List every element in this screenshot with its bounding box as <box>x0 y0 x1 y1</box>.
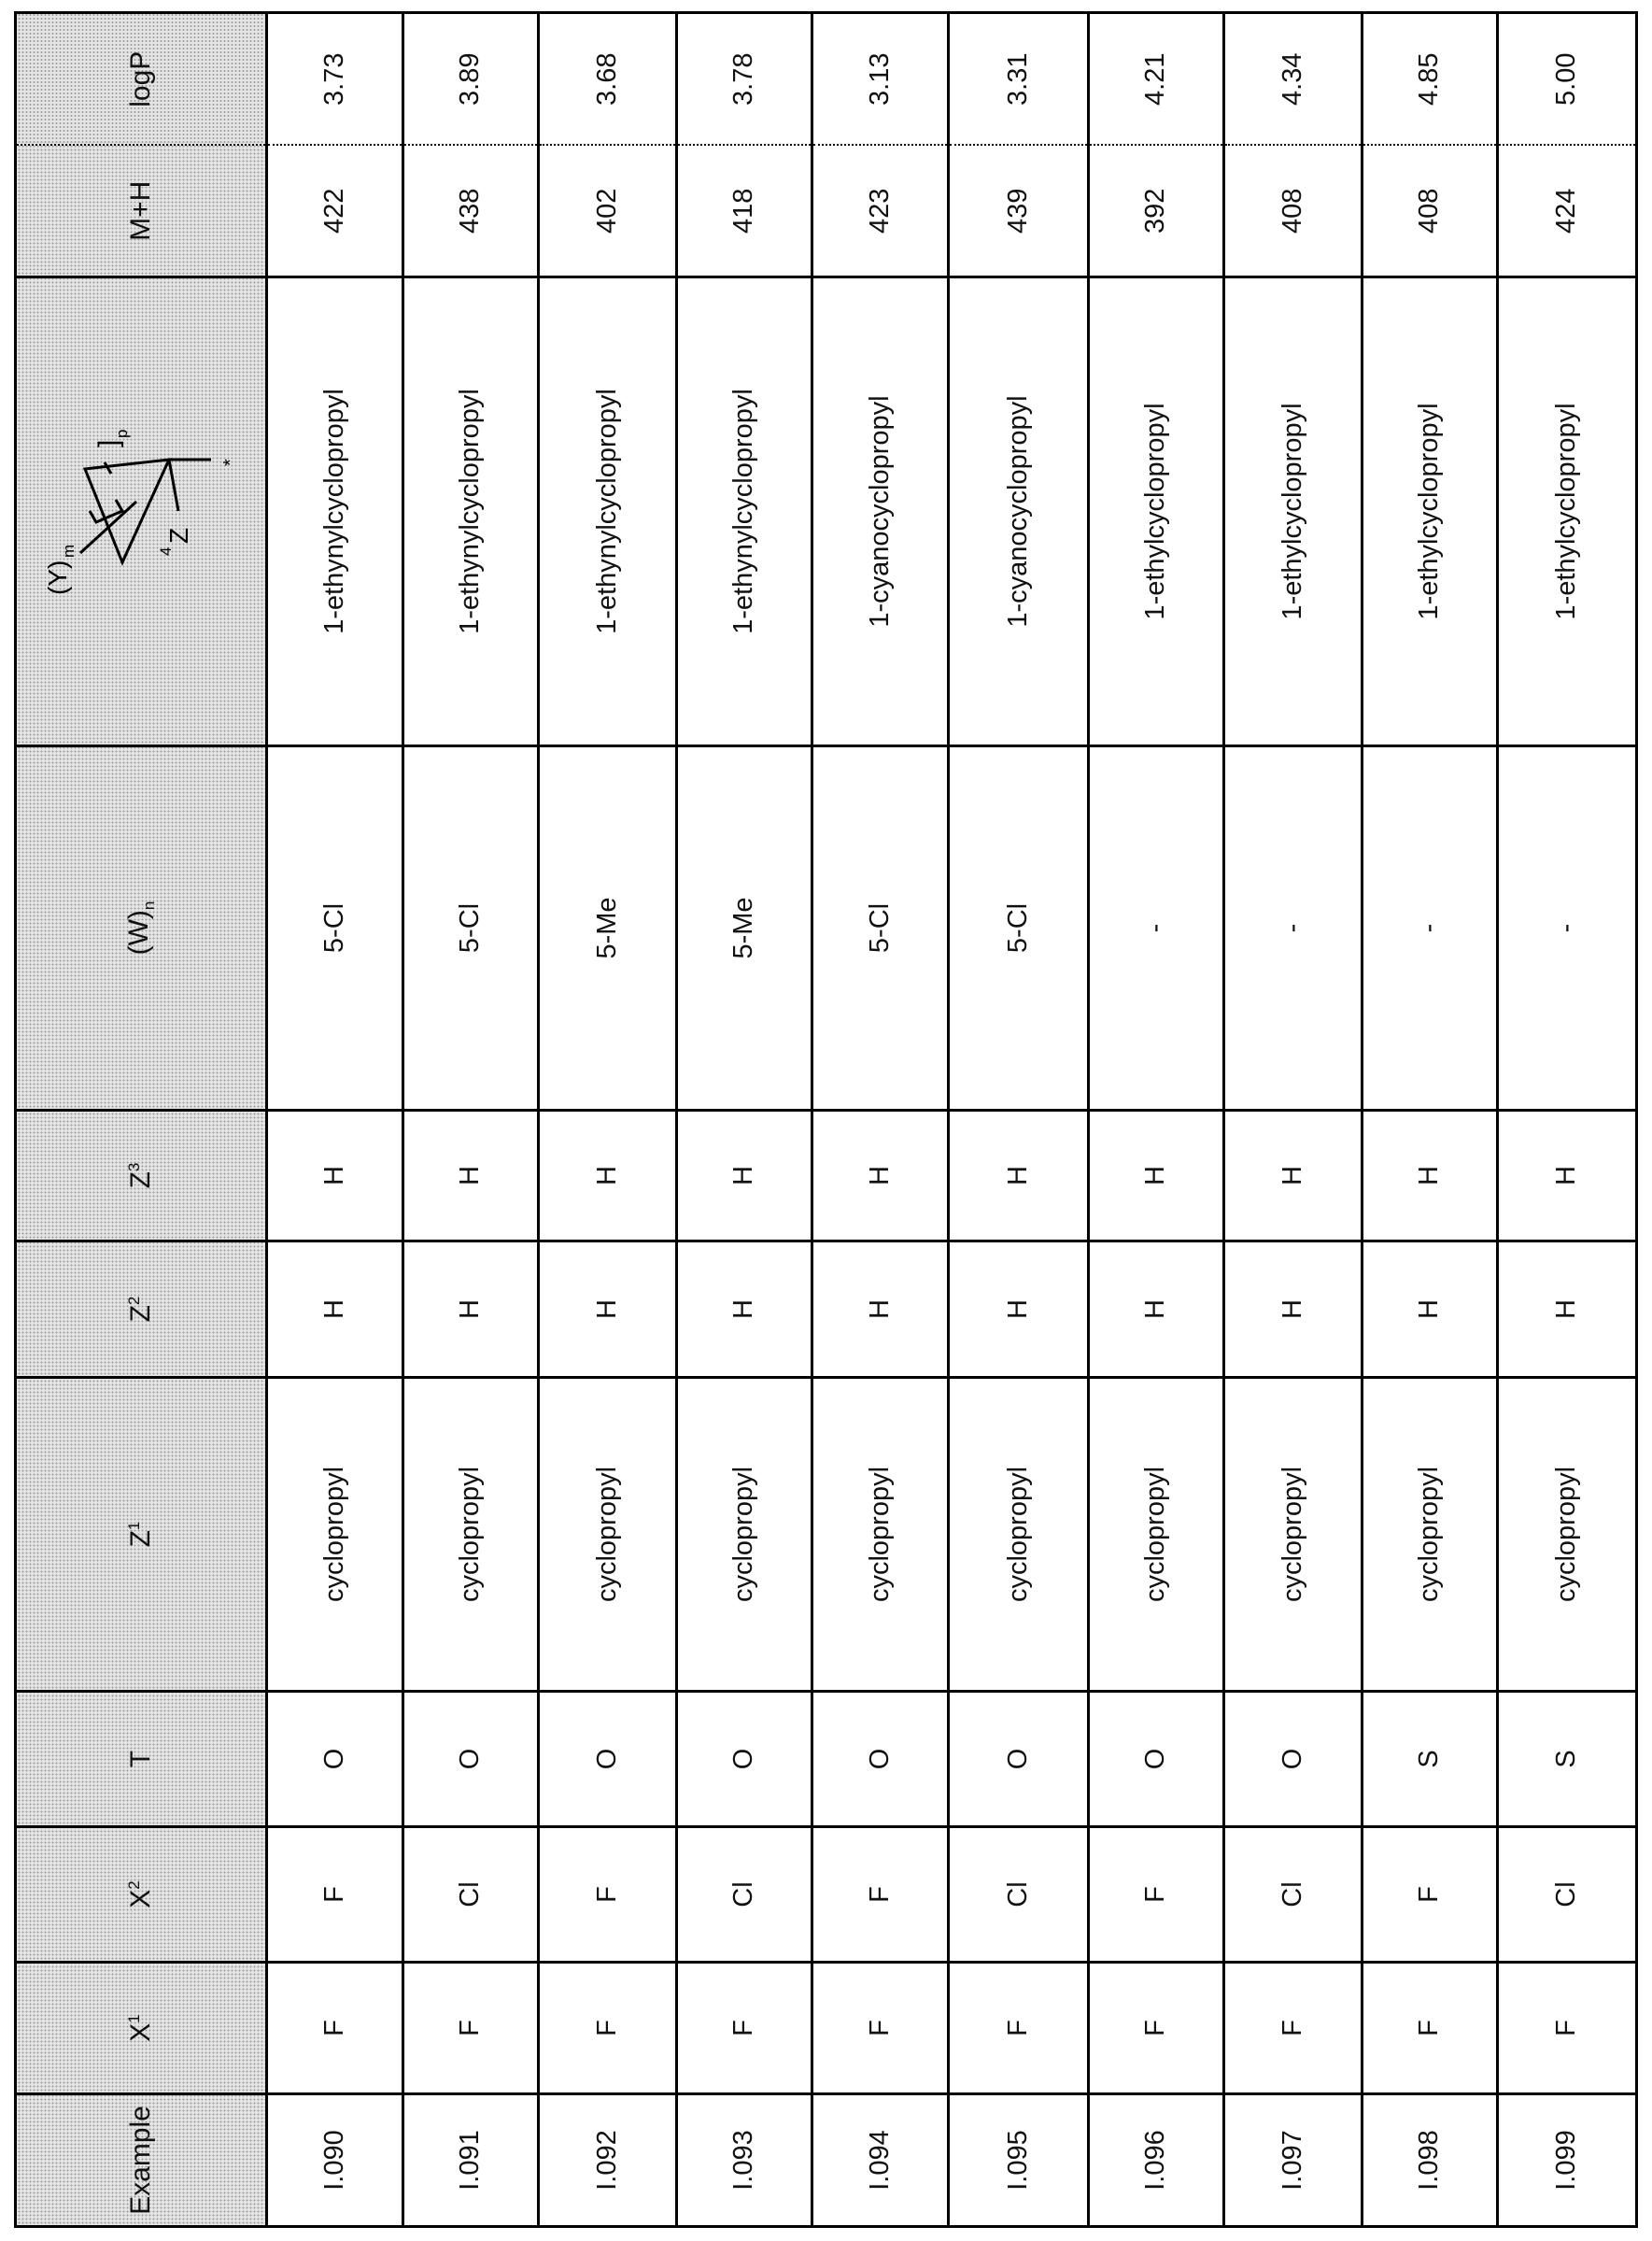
cell-z1: cyclopropyl <box>1362 1378 1497 1692</box>
header-z1 <box>16 1378 267 1692</box>
header-y-structure <box>16 277 267 746</box>
structure-z4-label: Z <box>164 528 193 544</box>
table-row <box>1497 13 1636 2227</box>
header-z2-sup: 2 <box>125 1297 143 1305</box>
cell-z3: H <box>538 1111 676 1241</box>
cell-example: I.096 <box>1088 2094 1223 2227</box>
cell-mh: 438 <box>402 146 538 277</box>
cell-x2: F <box>267 1827 403 1963</box>
cell-z1: cyclopropyl <box>812 1378 948 1692</box>
table-row <box>1362 13 1497 2227</box>
cell-t: S <box>1362 1692 1497 1827</box>
cell-z2: H <box>402 1241 538 1378</box>
cell-y: 1-ethylcyclopropyl <box>1223 277 1362 746</box>
table-row <box>676 13 812 2227</box>
cell-z3: H <box>1088 1111 1223 1241</box>
header-x1-sup: 1 <box>125 2014 143 2022</box>
table-row <box>267 13 403 2227</box>
cell-w: - <box>1223 746 1362 1111</box>
cyclopropyl-structure-icon <box>29 372 253 652</box>
header-x2-label: X <box>125 1890 156 1908</box>
header-mh-label: M+H <box>125 181 156 241</box>
cell-z2: H <box>676 1241 812 1378</box>
cell-t: O <box>1223 1692 1362 1827</box>
cell-z2: H <box>538 1241 676 1378</box>
header-logp <box>16 13 267 146</box>
cell-mh: 408 <box>1362 146 1497 277</box>
cell-x1: F <box>948 1963 1088 2094</box>
cell-t: O <box>1088 1692 1223 1827</box>
cell-x1: F <box>1223 1963 1362 2094</box>
cell-z2: H <box>948 1241 1088 1378</box>
cell-y: 1-ethylcyclopropyl <box>1362 277 1497 746</box>
cell-w: 5-Cl <box>267 746 403 1111</box>
cell-x2: F <box>538 1827 676 1963</box>
header-z3-sup: 3 <box>125 1163 143 1171</box>
cell-z2: H <box>267 1241 403 1378</box>
cell-logp: 3.73 <box>267 13 403 146</box>
cell-logp: 3.68 <box>538 13 676 146</box>
cell-w: - <box>1362 746 1497 1111</box>
cell-y: 1-ethynylcyclopropyl <box>267 277 403 746</box>
cell-x1: F <box>267 1963 403 2094</box>
cell-w: 5-Cl <box>812 746 948 1111</box>
cell-mh: 439 <box>948 146 1088 277</box>
cell-x2: F <box>1362 1827 1497 1963</box>
cell-logp: 4.34 <box>1223 13 1362 146</box>
header-w-label: (W) <box>123 910 154 955</box>
cell-z1: cyclopropyl <box>1088 1378 1223 1692</box>
cell-w: - <box>1497 746 1636 1111</box>
header-t <box>16 1692 267 1827</box>
cell-example: I.098 <box>1362 2094 1497 2227</box>
cell-logp: 4.21 <box>1088 13 1223 146</box>
cell-y: 1-cyanocyclopropyl <box>948 277 1088 746</box>
table-row <box>1223 13 1362 2227</box>
cell-mh: 402 <box>538 146 676 277</box>
cell-x2: Cl <box>676 1827 812 1963</box>
cell-x2: Cl <box>402 1827 538 1963</box>
cell-z1: cyclopropyl <box>1497 1378 1636 1692</box>
cell-example: I.092 <box>538 2094 676 2227</box>
header-w-sub: n <box>140 901 158 910</box>
cell-mh: 392 <box>1088 146 1223 277</box>
header-row <box>16 13 267 2227</box>
header-z3-label: Z <box>125 1171 156 1188</box>
cell-t: O <box>948 1692 1088 1827</box>
cell-w: 5-Cl <box>948 746 1088 1111</box>
cell-t: O <box>676 1692 812 1827</box>
cell-logp: 3.31 <box>948 13 1088 146</box>
cell-x1: F <box>1362 1963 1497 2094</box>
rotated-table-frame <box>14 14 1638 2228</box>
cell-logp: 3.13 <box>812 13 948 146</box>
cell-x1: F <box>1088 1963 1223 2094</box>
cell-y: 1-ethynylcyclopropyl <box>538 277 676 746</box>
cell-x1: F <box>812 1963 948 2094</box>
cell-w: - <box>1088 746 1223 1111</box>
structure-attachment-star: * <box>220 460 241 467</box>
cell-example: I.097 <box>1223 2094 1362 2227</box>
cell-z2: H <box>1362 1241 1497 1378</box>
cell-z3: H <box>1497 1111 1636 1241</box>
cell-y: 1-ethylcyclopropyl <box>1088 277 1223 746</box>
structure-z4-sup: 4 <box>157 547 175 556</box>
structure-m-label: m <box>60 545 78 558</box>
header-mh <box>16 146 267 277</box>
compound-data-table <box>14 11 1638 2228</box>
header-example-label: Example <box>125 2106 156 2215</box>
cell-logp: 3.78 <box>676 13 812 146</box>
header-z1-sup: 1 <box>125 1522 143 1530</box>
cell-x2: Cl <box>1497 1827 1636 1963</box>
cell-z2: H <box>1088 1241 1223 1378</box>
cell-example: I.094 <box>812 2094 948 2227</box>
cell-mh: 408 <box>1223 146 1362 277</box>
cell-x1: F <box>1497 1963 1636 2094</box>
cell-z1: cyclopropyl <box>538 1378 676 1692</box>
cell-t: O <box>267 1692 403 1827</box>
cell-t: O <box>538 1692 676 1827</box>
cell-logp: 4.85 <box>1362 13 1497 146</box>
cell-z3: H <box>1223 1111 1362 1241</box>
cell-x1: F <box>402 1963 538 2094</box>
table-row <box>812 13 948 2227</box>
table-row <box>538 13 676 2227</box>
cell-y: 1-cyanocyclopropyl <box>812 277 948 746</box>
cell-w: 5-Me <box>676 746 812 1111</box>
svg-text:]: ] <box>93 440 124 447</box>
cell-mh: 424 <box>1497 146 1636 277</box>
cell-example: I.095 <box>948 2094 1088 2227</box>
cell-logp: 3.89 <box>402 13 538 146</box>
cell-z3: H <box>676 1111 812 1241</box>
cell-x2: F <box>812 1827 948 1963</box>
header-example <box>16 2094 267 2227</box>
cell-logp: 5.00 <box>1497 13 1636 146</box>
structure-p-label: p <box>113 430 131 438</box>
cell-z2: H <box>1497 1241 1636 1378</box>
cell-z3: H <box>948 1111 1088 1241</box>
header-x1 <box>16 1963 267 2094</box>
cell-z1: cyclopropyl <box>676 1378 812 1692</box>
cell-z1: cyclopropyl <box>948 1378 1088 1692</box>
header-z2 <box>16 1241 267 1378</box>
cell-z3: H <box>812 1111 948 1241</box>
cell-mh: 418 <box>676 146 812 277</box>
table-body <box>267 13 1637 2227</box>
cell-y: 1-ethylcyclopropyl <box>1497 277 1636 746</box>
header-z1-label: Z <box>125 1530 156 1547</box>
header-t-label: T <box>125 1751 156 1767</box>
cell-x2: F <box>1088 1827 1223 1963</box>
cell-z1: cyclopropyl <box>1223 1378 1362 1692</box>
cell-w: 5-Cl <box>402 746 538 1111</box>
cell-example: I.093 <box>676 2094 812 2227</box>
header-x2-sup: 2 <box>125 1880 143 1889</box>
cell-y: 1-ethynylcyclopropyl <box>402 277 538 746</box>
cell-x1: F <box>676 1963 812 2094</box>
cell-example: I.090 <box>267 2094 403 2227</box>
cell-mh: 423 <box>812 146 948 277</box>
cell-mh: 422 <box>267 146 403 277</box>
cell-z2: H <box>1223 1241 1362 1378</box>
cell-y: 1-ethynylcyclopropyl <box>676 277 812 746</box>
cell-x1: F <box>538 1963 676 2094</box>
table-row <box>1088 13 1223 2227</box>
header-logp-label: logP <box>125 51 156 107</box>
cell-x2: Cl <box>948 1827 1088 1963</box>
cell-t: O <box>812 1692 948 1827</box>
header-z3 <box>16 1111 267 1241</box>
cell-x2: Cl <box>1223 1827 1362 1963</box>
header-x1-label: X <box>125 2023 156 2042</box>
cell-z3: H <box>402 1111 538 1241</box>
cell-example: I.099 <box>1497 2094 1636 2227</box>
cell-t: O <box>402 1692 538 1827</box>
table-row <box>948 13 1088 2227</box>
cell-example: I.091 <box>402 2094 538 2227</box>
header-z2-label: Z <box>125 1305 156 1322</box>
cell-z1: cyclopropyl <box>267 1378 403 1692</box>
cell-z3: H <box>1362 1111 1497 1241</box>
cell-t: S <box>1497 1692 1636 1827</box>
cell-z3: H <box>267 1111 403 1241</box>
cell-w: 5-Me <box>538 746 676 1111</box>
cell-z2: H <box>812 1241 948 1378</box>
header-w <box>16 746 267 1111</box>
structure-y-label: (Y) <box>43 560 72 595</box>
cell-z1: cyclopropyl <box>402 1378 538 1692</box>
header-x2 <box>16 1827 267 1963</box>
table-row <box>402 13 538 2227</box>
